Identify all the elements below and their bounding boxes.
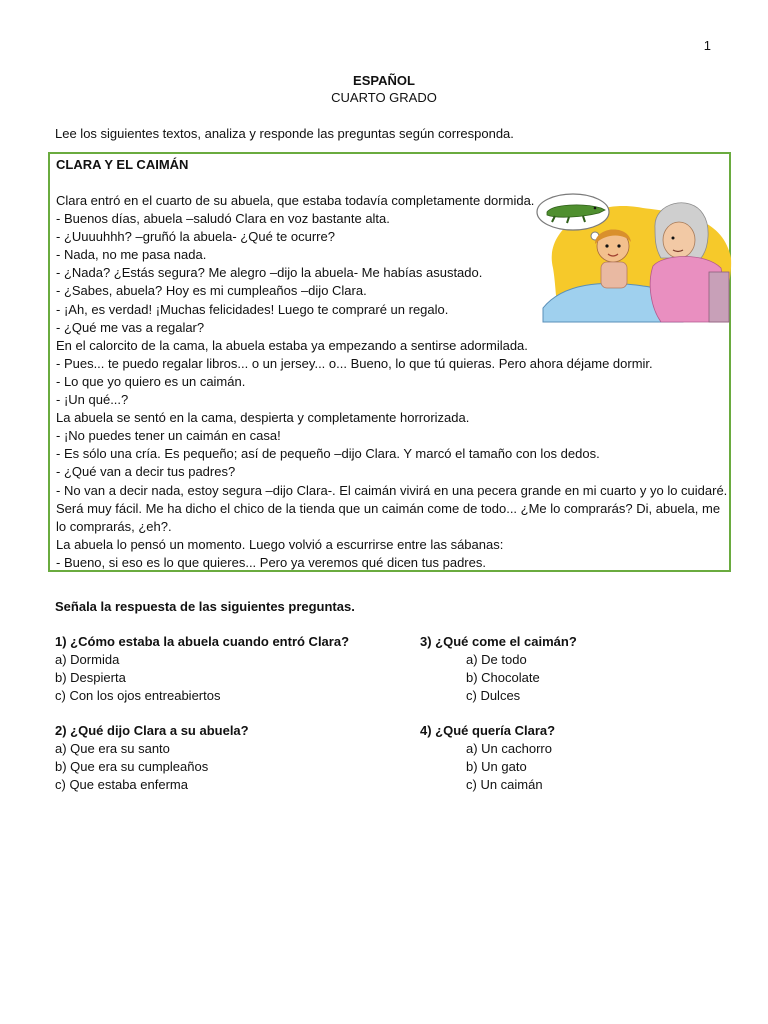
question-text: 3) ¿Qué come el caimán? (420, 634, 577, 649)
story-line: En el calorcito de la cama, la abuela estaba ya empezando a sentirse adormilada. (56, 337, 528, 353)
story-illustration (533, 188, 733, 324)
answer-option: c) Dulces (466, 688, 521, 703)
question-block (55, 722, 249, 794)
instruction-text: Lee los siguientes textos, analiza y responde las preguntas según corresponda. (55, 126, 514, 141)
question-block (55, 633, 349, 705)
story-line: Será muy fácil. Me ha dicho el chico de la tienda que un caimán come de todo... ¿Me lo comprarás? Di, abuela, me (56, 500, 721, 516)
story-line: - ¿Sabes, abuela? Hoy es mi cumpleaños –dijo Clara. (56, 283, 367, 299)
story-line: - Pues... te puedo regalar libros... o un jersey... o... Bueno, lo que tú quieras. Pero ahora déjame dormir. (56, 355, 653, 371)
questions-title: Señala la respuesta de las siguientes preguntas. (55, 599, 355, 614)
story-line: Clara entró en el cuarto de su abuela, que estaba todavía completamente dormida. (56, 193, 535, 208)
question-block (420, 633, 577, 705)
story-line: La abuela se sentó en la cama, despierta y completamente horrorizada. (56, 410, 470, 426)
answer-option: a) Un cachorro (466, 741, 552, 756)
answer-option: a) Que era su santo (55, 741, 170, 756)
answer-option: a) De todo (466, 652, 527, 667)
subject-title: ESPAÑOL (353, 73, 415, 88)
story-line: - Buenos días, abuela –saludó Clara en voz bastante alta. (56, 211, 390, 227)
answer-option: b) Chocolate (466, 670, 540, 685)
document-heading (0, 72, 768, 106)
story-line: - ¡Ah, es verdad! ¡Muchas felicidades! Luego te compraré un regalo. (56, 301, 449, 317)
answer-option: b) Que era su cumpleaños (55, 759, 209, 774)
story-line: - Es sólo una cría. Es pequeño; así de pequeño –dijo Clara. Y marcó el tamaño con los dedos. (56, 446, 600, 462)
answer-option: c) Que estaba enferma (55, 777, 188, 792)
story-line: - Bueno, si eso es lo que quieres... Pero ya veremos qué dicen tus padres. (56, 554, 486, 570)
page-number: 1 (703, 38, 711, 53)
answer-option: b) Un gato (466, 759, 527, 774)
story-line: lo comprarás, ¿eh?. (56, 518, 172, 534)
answer-option: b) Despierta (55, 670, 126, 685)
story-line: - Nada, no me pasa nada. (56, 247, 207, 263)
answer-option: a) Dormida (55, 652, 120, 667)
story-line: - ¿Uuuuhhh? –gruñó la abuela- ¿Qué te ocurre? (56, 229, 335, 245)
story-line: - ¿Qué me vas a regalar? (56, 319, 205, 335)
answer-option: c) Un caimán (466, 777, 543, 792)
grade-subtitle: CUARTO GRADO (331, 90, 437, 105)
story-line: La abuela lo pensó un momento. Luego volvió a escurrirse entre las sábanas: (56, 536, 504, 552)
answer-option: c) Con los ojos entreabiertos (55, 688, 221, 703)
story-line: - Lo que yo quiero es un caimán. (56, 373, 246, 389)
story-line: - ¡No puedes tener un caimán en casa! (56, 428, 281, 444)
question-text: 1) ¿Cómo estaba la abuela cuando entró Clara? (55, 634, 350, 649)
story-line: - ¡Un qué...? (56, 392, 129, 408)
story-title: CLARA Y EL CAIMÁN (56, 157, 189, 172)
story-line: - No van a decir nada, estoy segura –dijo Clara-. El caimán vivirá en una pecera grande en mi cuarto y yo lo cuidaré. (56, 482, 728, 498)
story-line: - ¿Qué van a decir tus padres? (56, 464, 236, 480)
question-block (420, 722, 555, 794)
question-text: 4) ¿Qué quería Clara? (420, 723, 556, 738)
story-line: - ¿Nada? ¿Estás segura? Me alegro –dijo la abuela- Me habías asustado. (56, 265, 483, 281)
question-text: 2) ¿Qué dijo Clara a su abuela? (55, 723, 249, 738)
